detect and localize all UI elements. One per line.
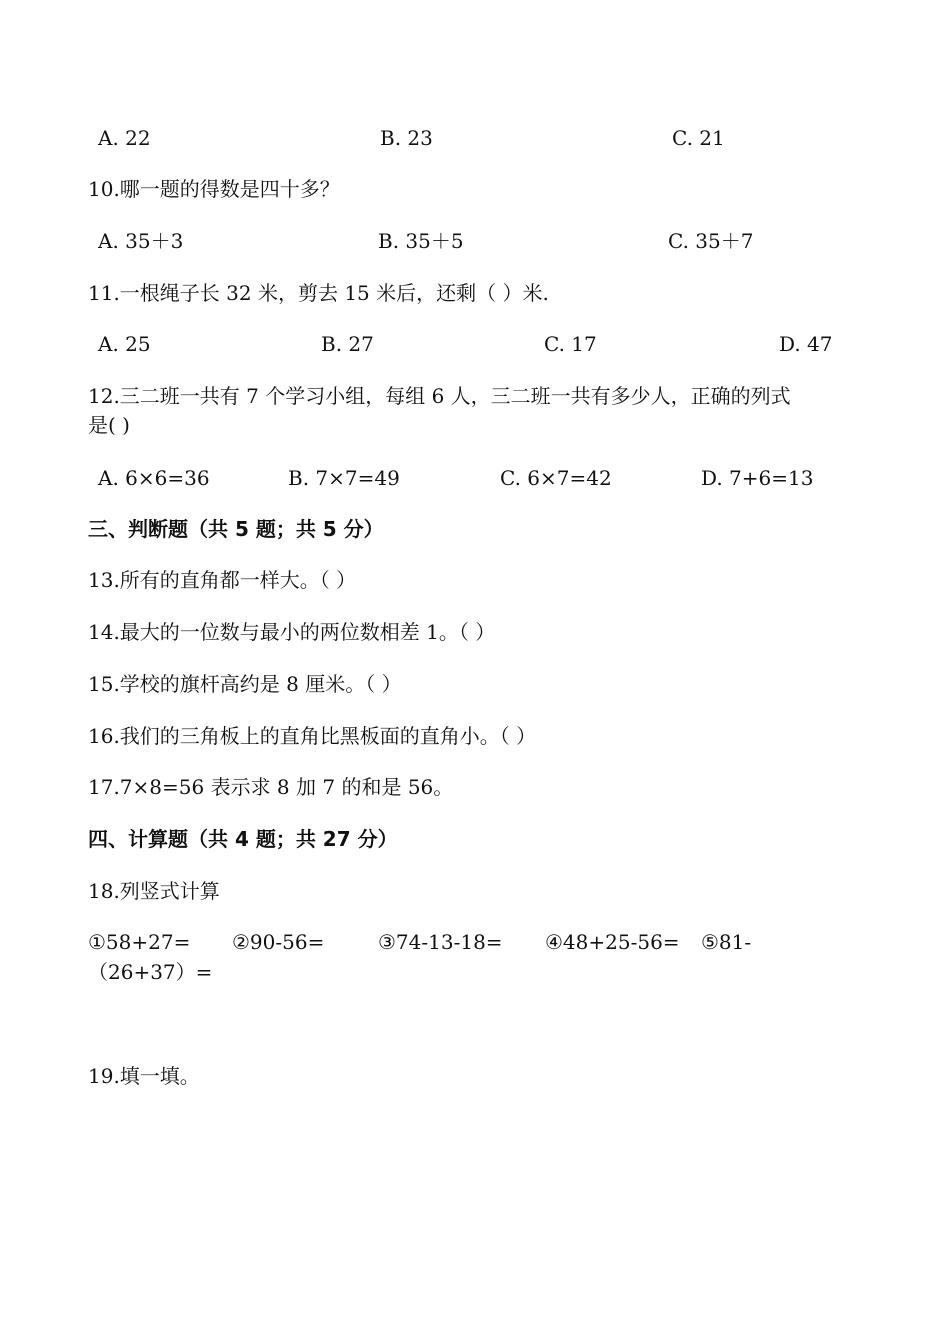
q9-option-b: B. 23: [380, 126, 433, 150]
question-11-stem: 11.一根绳子长 32 米，剪去 15 米后，还剩（ ）米.: [88, 281, 549, 305]
q12-option-c: C. 6×7=42: [500, 466, 612, 490]
q10-option-b: B. 35＋5: [378, 229, 464, 253]
q18-item-5: ⑤81-: [701, 930, 752, 954]
q12-option-a: A. 6×6=36: [98, 466, 210, 490]
question-14-stem: 14.最大的一位数与最小的两位数相差 1。（ ）: [88, 620, 496, 644]
question-13-stem: 13.所有的直角都一样大。（ ）: [88, 568, 357, 592]
q11-option-d: D. 47: [779, 332, 833, 356]
q9-option-a: A. 22: [98, 126, 151, 150]
question-10-stem: 10.哪一题的得数是四十多？: [88, 177, 340, 201]
q18-item-3: ③74-13-18=: [378, 930, 503, 954]
q12-option-b: B. 7×7=49: [288, 466, 400, 490]
question-16-stem: 16.我们的三角板上的直角比黑板面的直角小。（ ）: [88, 724, 537, 748]
q18-item-5-continuation: （26+37）=: [88, 960, 213, 984]
q12-option-d: D. 7+6=13: [701, 466, 814, 490]
question-15-stem: 15.学校的旗杆高约是 8 厘米。（ ）: [88, 672, 402, 696]
q18-item-1: ①58+27=: [88, 930, 191, 954]
q9-option-c: C. 21: [672, 126, 725, 150]
section-3-heading: 三、判断题（共 5 题；共 5 分）: [88, 517, 384, 541]
q18-item-4: ④48+25-56=: [545, 930, 680, 954]
section-4-heading: 四、计算题（共 4 题；共 27 分）: [88, 827, 398, 851]
q11-option-a: A. 25: [98, 332, 151, 356]
question-18-stem: 18.列竖式计算: [88, 879, 220, 903]
question-17-stem: 17.7×8=56 表示求 8 加 7 的和是 56。: [88, 775, 454, 799]
question-12-stem-line2: 是( ): [88, 413, 130, 437]
q10-option-c: C. 35＋7: [668, 229, 754, 253]
q11-option-b: B. 27: [321, 332, 374, 356]
q10-option-a: A. 35＋3: [98, 229, 184, 253]
q18-item-2: ②90-56=: [232, 930, 325, 954]
question-12-stem-line1: 12.三二班一共有 7 个学习小组，每组 6 人，三二班一共有多少人，正确的列式: [88, 384, 791, 408]
q11-option-c: C. 17: [544, 332, 597, 356]
question-19-stem: 19.填一填。: [88, 1064, 200, 1088]
